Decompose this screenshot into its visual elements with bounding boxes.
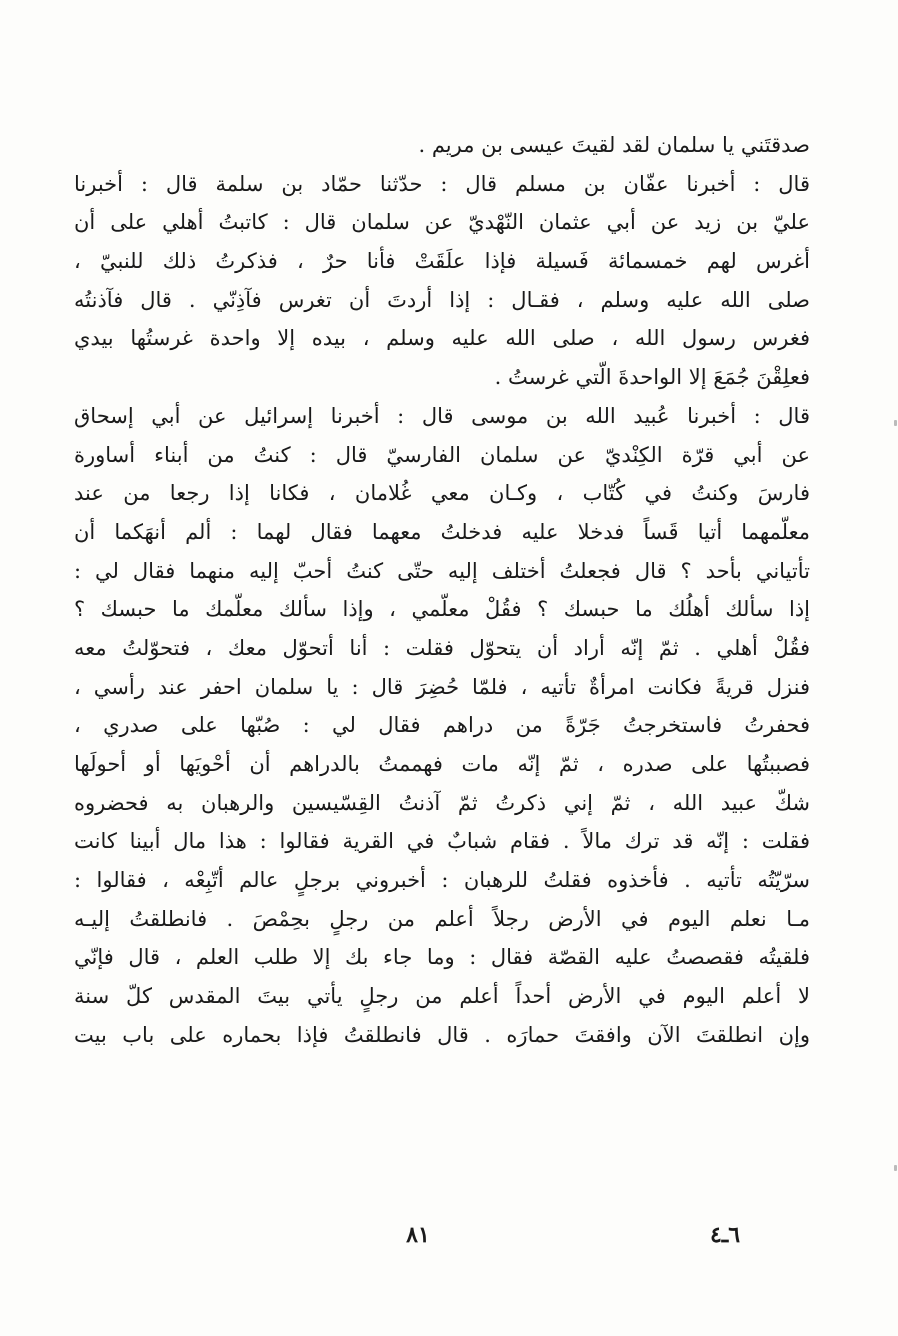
text-line: مـا نعلم اليوم في الأرض رجلاً أعلم من رجلٍ بحِمْصَ . فانطلقتُ إليـه [74, 906, 810, 931]
text-line: قال : أخبرنا عُبيد الله بن موسى قال : أخبرنا إسرائيل عن أبي إسحاق [74, 403, 810, 428]
text-line: فقلت : إنّه قد ترك مالاً . فقام شبابٌ في القرية فقالوا : هذا مال أبينا كانت [74, 829, 810, 854]
text-line: فصببتُها على صدره ، ثمّ إنّه مات فهممتُ بالدراهم أن أحْويَها أو أحولَها [74, 752, 810, 776]
text-line: عن أبي قرّة الكِنْديّ عن سلمان الفارسيّ قال : كنتُ من أبناء أساورة [74, 442, 810, 467]
text-line: وإن انطلقتَ الآن وافقتَ حمارَه . قال فانطلقتُ فإذا بحماره على باب بيت [74, 1022, 810, 1047]
text-line: صلى الله عليه وسلم ، فقـال : إذا أردتَ أن تغرس فآذِنّي . قال فآذنتُه [74, 287, 810, 312]
signature-mark: ٦ـ٤ [709, 1222, 741, 1248]
text-line: معلّمهما أتيا قَساً فدخلا عليه فدخلتُ معهما فقال لهما : ألم أنهَكما أن [74, 519, 810, 544]
text-line: تأتياني بأحد ؟ قال فجعلتُ أختلف إليه حتّى كنتُ أحبّ إليه منهما فقال لي : [74, 558, 810, 583]
text-line: إذا سألك أهلُك ما حبسك ؟ فقُلْ معلّمي ، وإذا سألك معلّمك ما حبسك ؟ [74, 597, 810, 622]
text-line: صدقتَني يا سلمان لقد لقيتَ عيسى بن مريم . [418, 133, 810, 157]
text-line: فحفرتُ فاستخرجتُ جَرّةً من دراهم فقال لي : صُبّها على صدري ، [74, 713, 810, 738]
text-line: فلقيتُه فقصصتُ عليه القصّة فقال : وما جاء بك إلا طلب العلم ، قال فإنّي [74, 945, 810, 970]
text-line: فنزل قريةً فكانت امرأةٌ تأتيه ، فلمّا حُضِرَ قال : يا سلمان احفر عند رأسي ، [74, 674, 810, 699]
text-line: لا أعلم اليوم في الأرض أحداً أعلم من رجلٍ يأتي بيتَ المقدس كلّ سنة [74, 984, 810, 1009]
margin-speck [894, 420, 897, 426]
body-text [74, 126, 810, 1055]
page-number: ٨١ [406, 1222, 430, 1248]
text-line: شكّ عبيد الله ، ثمّ إني ذكرتُ ثمّ آذنتُ القِسّيسين والرهبان به فحضروه [74, 790, 810, 815]
text-line: قال : أخبرنا عفّان بن مسلم قال : حدّثنا حمّاد بن سلمة قال : أخبرنا [74, 171, 810, 196]
text-line: فقُلْ أهلي . ثمّ إنّه أراد أن يتحوّل فقلت : أنا أتحوّل معك ، فتحوّلتُ معه [74, 635, 810, 660]
text-line: أغرس لهم خمسمائة فَسيلة فإذا علَقَتْ فأنا حرٌ ، فذكرتُ ذلك للنبيّ ، [74, 249, 810, 274]
text-line: فارسَ وكنتُ في كُتّاب ، وكـان معي غُلامان ، فكانا إذا رجعا من عند [74, 481, 810, 506]
page-footer [0, 1222, 898, 1262]
text-line: عليّ بن زيد عن أبي عثمان النّهْديّ عن سلمان قال : كاتبتُ أهلي على أن [74, 210, 810, 235]
text-line: فغرس رسول الله ، صلى الله عليه وسلم ، بيده إلا واحدة غرستُها بيدي [74, 326, 810, 351]
margin-speck [894, 1165, 897, 1171]
text-line: سرّيّتُه تأتيه . فأخذوه فقلتُ للرهبان : أخبروني برجلٍ عالم أتّبِعْه ، فقالوا : [74, 868, 810, 893]
text-line: فعلِقْنَ جُمَعَ إلا الواحدةَ الّتي غرستُ . [494, 365, 810, 390]
